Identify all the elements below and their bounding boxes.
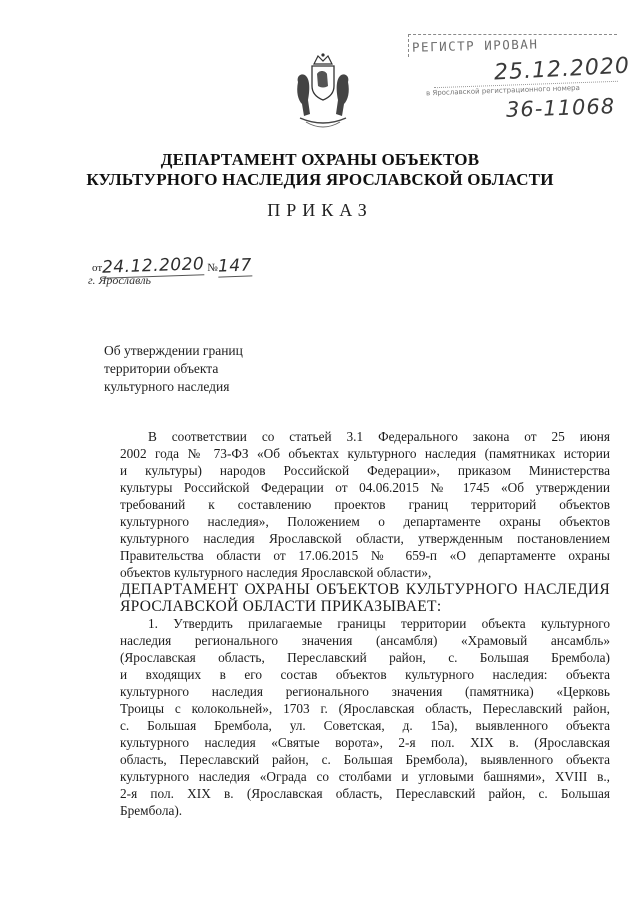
preamble-line: культурного наследия Ярославской области, утвержденным постановлением bbox=[120, 531, 610, 546]
item-line: с. Большая Брембола, ул. Советская, д. 15а), выявленного объекта bbox=[120, 718, 610, 733]
preamble-line: В соответствии со статьей 3.1 Федерального закона от 25 июня bbox=[148, 429, 610, 444]
preamble-line: объектов культурного наследия Ярославской области», bbox=[120, 565, 432, 580]
preamble-line: требований к составлению проектов границ территорий объектов bbox=[120, 497, 610, 512]
preamble-line: 2002 года № 73-ФЗ «Об объектах культурного наследия (памятниках истории bbox=[120, 446, 610, 461]
preamble-line: Правительства области от 17.06.2015 № 659-п «О департаменте охраны bbox=[120, 548, 610, 563]
document-type-title: ПРИКАЗ bbox=[267, 200, 373, 220]
order-body bbox=[120, 428, 610, 819]
stamp-subtitle: в Ярославской регистрационного номера bbox=[425, 83, 580, 98]
order-date: 24.12.2020 bbox=[101, 254, 205, 278]
department-name-line1: ДЕПАРТАМЕНТ ОХРАНЫ ОБЪЕКТОВ bbox=[160, 150, 480, 169]
order-subject bbox=[104, 342, 243, 396]
subject-line: Об утверждении границ bbox=[104, 343, 243, 358]
decree-line: ДЕПАРТАМЕНТ ОХРАНЫ ОБЪЕКТОВ КУЛЬТУРНОГО НАСЛЕДИЯ bbox=[120, 581, 610, 598]
item-line: и входящих в его состав объектов культурного наследия: объекта bbox=[120, 667, 610, 682]
department-name-line2: КУЛЬТУРНОГО НАСЛЕДИЯ ЯРОСЛАВСКОЙ ОБЛАСТИ bbox=[86, 170, 554, 189]
item-line: 1. Утвердить прилагаемые границы территории объекта культурного bbox=[148, 616, 610, 631]
decree-line: ЯРОСЛАВСКОЙ ОБЛАСТИ ПРИКАЗЫВАЕТ: bbox=[120, 598, 442, 615]
item-line: наследия регионального значения (ансамбля) «Храмовый ансамбль» bbox=[120, 633, 610, 648]
order-city: г. Ярославль bbox=[88, 273, 152, 287]
stamp-title: РЕГИСТР ИРОВАН bbox=[411, 36, 539, 55]
stamp-date: 25.12.2020 bbox=[493, 53, 631, 86]
registration-stamp bbox=[398, 30, 631, 122]
subject-line: культурного наследия bbox=[104, 379, 230, 394]
preamble-line: и культуры) народов Российской Федерации», приказом Министерства bbox=[120, 463, 610, 478]
coat-of-arms-emblem bbox=[292, 52, 354, 136]
item-line: Брембола). bbox=[120, 803, 183, 818]
item-line: область, Переславский район, с. Большая Брембола), выявленного объекта bbox=[120, 752, 610, 767]
item-line: культурного наследия регионального значения (памятника) «Церковь bbox=[120, 684, 610, 699]
item-line: 2-я пол. XIX в. (Ярославская область, Переславский район, с. Большая bbox=[120, 786, 610, 801]
preamble-line: культурного наследия», Положением о департаменте охраны объектов bbox=[120, 514, 610, 529]
item-line: (Ярославская область, Переславский район, с. Большая Брембола) bbox=[120, 650, 610, 665]
preamble-line: культуры Российской Федерации от 04.06.2015 № 1745 «Об утверждении bbox=[120, 480, 610, 495]
number-label: № bbox=[207, 262, 218, 274]
item-line: культурного наследия «Святые ворота», 2-я пол. XIX в. (Ярославская bbox=[120, 735, 610, 750]
from-label: от bbox=[92, 262, 103, 274]
stamp-number: 36-11068 bbox=[505, 94, 616, 122]
item-line: Троицы с колокольней», 1703 г. (Ярославская область, Переславский район, bbox=[120, 701, 610, 716]
order-number: 147 bbox=[217, 255, 253, 277]
subject-line: территории объекта bbox=[104, 361, 219, 376]
item-line: культурного наследия «Ограда со столбами и угловыми башнями», XVIII в., bbox=[120, 769, 610, 784]
